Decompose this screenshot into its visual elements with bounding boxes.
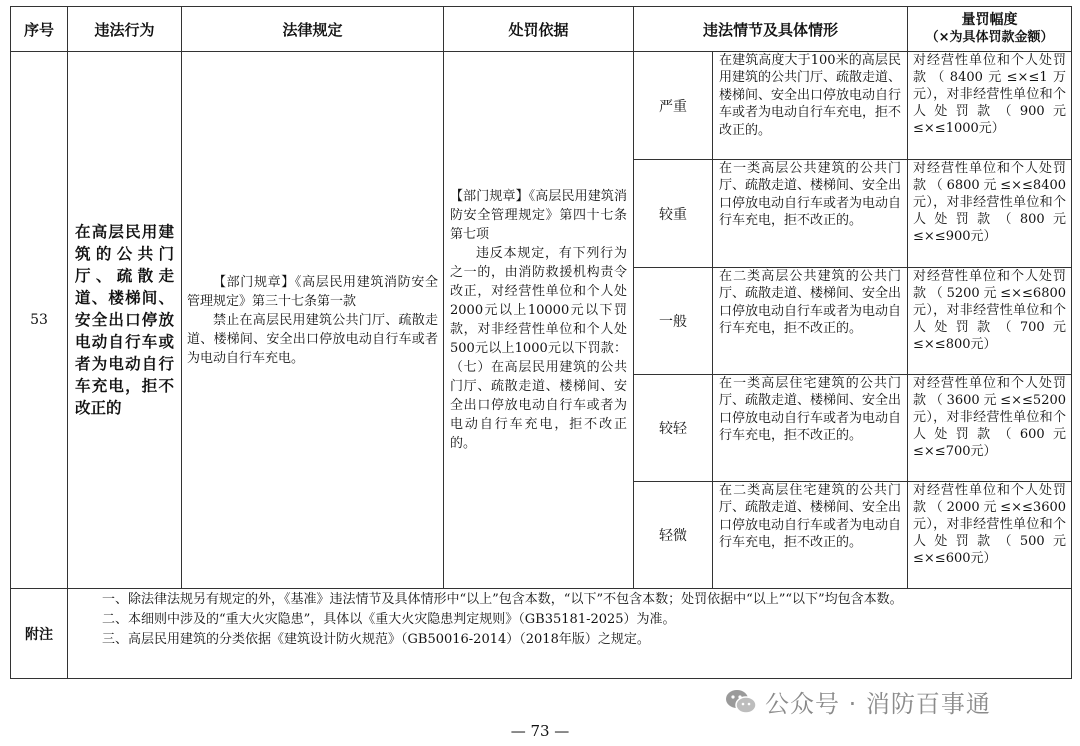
level-amount: 对经营性单位和个人处罚款（5200元≤×≤6800元），对非经营性单位和个人处罚款（700元≤×≤800元） — [908, 268, 1072, 375]
level-description: 在二类高层公共建筑的公共门厅、疏散走道、楼梯间、安全出口停放电动自行车或者为电动自行车充电，拒不改正的。 — [713, 268, 908, 375]
level-label: 一般 — [634, 268, 713, 375]
header-law: 法律规定 — [182, 7, 444, 52]
law-source: 【部门规章】《高层民用建筑消防安全管理规定》第三十七条第一款 — [187, 274, 438, 309]
penalty-basis — [444, 52, 634, 589]
header-basis: 处罚依据 — [444, 7, 634, 52]
law-text: 禁止在高层民用建筑公共门厅、疏散走道、楼梯间、安全出口停放电动自行车或者为电动自行车充电。 — [187, 312, 438, 366]
level-description: 在建筑高度大于100米的高层民用建筑的公共门厅、疏散走道、楼梯间、安全出口停放电动自行车或者为电动自行车充电，拒不改正的。 — [713, 52, 908, 160]
note-item: 一、除法律法规另有规定的外，《基准》违法情节及具体情形中“以上”包含本数，“以下”不包含本数；处罚依据中“以上”“以下”均包含本数。 — [102, 592, 903, 607]
header-amount-note: （×为具体罚款金额） — [925, 30, 1054, 45]
notes-content — [68, 589, 1072, 679]
table-row — [11, 52, 1072, 160]
watermark-text: 公众号 · 消防百事通 — [765, 690, 991, 718]
level-description: 在一类高层公共建筑的公共门厅、疏散走道、楼梯间、安全出口停放电动自行车或者为电动自行车充电，拒不改正的。 — [713, 160, 908, 268]
level-amount: 对经营性单位和个人处罚款（8400元≤×≤1万元），对非经营性单位和个人处罚款（900元≤×≤1000元） — [908, 52, 1072, 160]
level-label: 较重 — [634, 160, 713, 268]
level-description: 在二类高层住宅建筑的公共门厅、疏散走道、楼梯间、安全出口停放电动自行车或者为电动自行车充电，拒不改正的。 — [713, 482, 908, 589]
level-amount: 对经营性单位和个人处罚款（2000元≤×≤3600元），对非经营性单位和个人处罚款（500元≤×≤600元） — [908, 482, 1072, 589]
level-description: 在一类高层住宅建筑的公共门厅、疏散走道、楼梯间、安全出口停放电动自行车或者为电动自行车充电，拒不改正的。 — [713, 375, 908, 482]
notes-row — [11, 589, 1072, 679]
note-item: 二、本细则中涉及的“重大火灾隐患”，具体以《重大火灾隐患判定规则》（GB35181-2025）为准。 — [102, 612, 676, 627]
level-amount: 对经营性单位和个人处罚款（6800元≤×≤8400元），对非经营性单位和个人处罚款（800元≤×≤900元） — [908, 160, 1072, 268]
basis-source: 【部门规章】《高层民用建筑消防安全管理规定》第四十七条第七项 — [450, 189, 627, 242]
watermark — [725, 684, 991, 719]
notes-label: 附注 — [11, 589, 68, 679]
level-label: 严重 — [634, 52, 713, 160]
level-label: 轻微 — [634, 482, 713, 589]
page-number: — 73 — — [510, 722, 570, 740]
header-row — [11, 7, 1072, 52]
header-circumstance: 违法情节及具体情形 — [634, 7, 908, 52]
penalty-table — [10, 6, 1072, 679]
level-amount: 对经营性单位和个人处罚款（3600元≤×≤5200元），对非经营性单位和个人处罚款（600元≤×≤700元） — [908, 375, 1072, 482]
header-act: 违法行为 — [68, 7, 182, 52]
wechat-icon — [725, 688, 757, 716]
header-amount-title: 量罚幅度 — [961, 12, 1018, 28]
row-number: 53 — [11, 52, 68, 589]
header-no: 序号 — [11, 7, 68, 52]
law-provision — [182, 52, 444, 589]
violation-act: 在高层民用建筑的公共门厅、疏散走道、楼梯间、安全出口停放电动自行车或者为电动自行车充电，拒不改正的 — [68, 52, 182, 589]
basis-text: 违反本规定，有下列行为之一的，由消防救援机构责令改正，对经营性单位和个人处2000元以上10000元以下罚款，对非经营性单位和个人处500元以上1000元以下罚款：（七）在高层民用建筑的公共门厅、疏散走道、楼梯间、安全出口停放电动自行车或者为电动自行车充电，拒不改正的。 — [450, 246, 627, 451]
level-label: 较轻 — [634, 375, 713, 482]
header-amount — [908, 7, 1072, 52]
note-item: 三、高层民用建筑的分类依据《建筑设计防火规范》（GB50016-2014）（2018年版）之规定。 — [102, 632, 650, 647]
